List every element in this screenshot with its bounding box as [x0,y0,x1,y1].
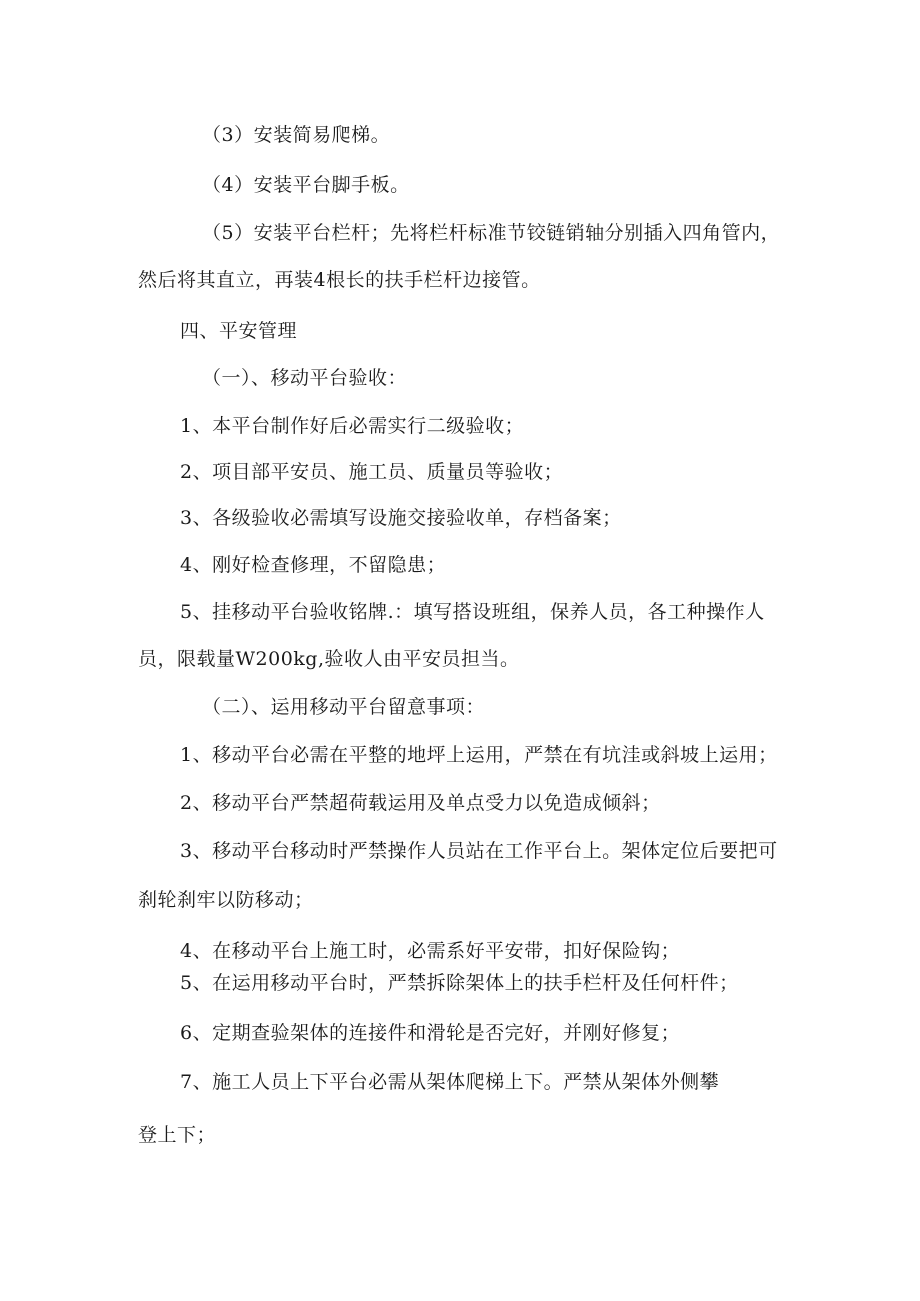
acceptance-item-5: 5、挂移动平台验收铭牌.：填写搭设班组，保养人员，各工种操作人 [180,601,765,623]
subsection-heading-usage-notes: （二）、运用移动平台留意事项： [202,696,486,718]
acceptance-item-4: 4、刚好检查修理，不留隐患； [180,554,447,576]
acceptance-item-1: 1、本平台制作好后必需实行二级验收； [180,415,525,437]
step-3-install-ladder: （3）安装简易爬梯。 [202,124,391,146]
acceptance-item-5-continuation: 员，限载量W200kg,验收人由平安员担当。 [138,648,520,670]
usage-item-7: 7、施工人员上下平台必需从架体爬梯上下。严禁从架体外侧攀 [180,1071,720,1093]
usage-item-6: 6、定期查验架体的连接件和滑轮是否完好，并刚好修复； [180,1022,681,1044]
usage-item-3-continuation: 刹轮刹牢以防移动； [138,889,314,911]
usage-item-2: 2、移动平台严禁超荷载运用及单点受力以免造成倾斜； [180,792,661,814]
usage-item-5: 5、在运用移动平台时，严禁拆除架体上的扶手栏杆及任何杆件； [180,972,739,994]
usage-item-1: 1、移动平台必需在平整的地坪上运用，严禁在有坑洼或斜坡上运用； [180,744,778,766]
usage-item-4: 4、在移动平台上施工时，必需系好平安带，扣好保险钩； [180,940,681,962]
step-4-install-scaffold-board: （4）安装平台脚手板。 [202,174,410,196]
section-heading-safety-management: 四、平安管理 [180,320,298,342]
usage-item-7-continuation: 登上下； [138,1124,217,1146]
acceptance-item-3: 3、各级验收必需填写设施交接验收单，存档备案； [180,507,622,529]
step-5-install-railing: （5）安装平台栏杆；先将栏杆标准节铰链销轴分别插入四角管内， [202,222,781,244]
acceptance-item-2: 2、项目部平安员、施工员、质量员等验收； [180,461,564,483]
subsection-heading-acceptance: （一）、移动平台验收： [202,367,408,389]
step-5-continuation: 然后将其直立，再装4根长的扶手栏杆边接管。 [138,269,541,291]
usage-item-3: 3、移动平台移动时严禁操作人员站在工作平台上。架体定位后要把可 [180,840,778,862]
